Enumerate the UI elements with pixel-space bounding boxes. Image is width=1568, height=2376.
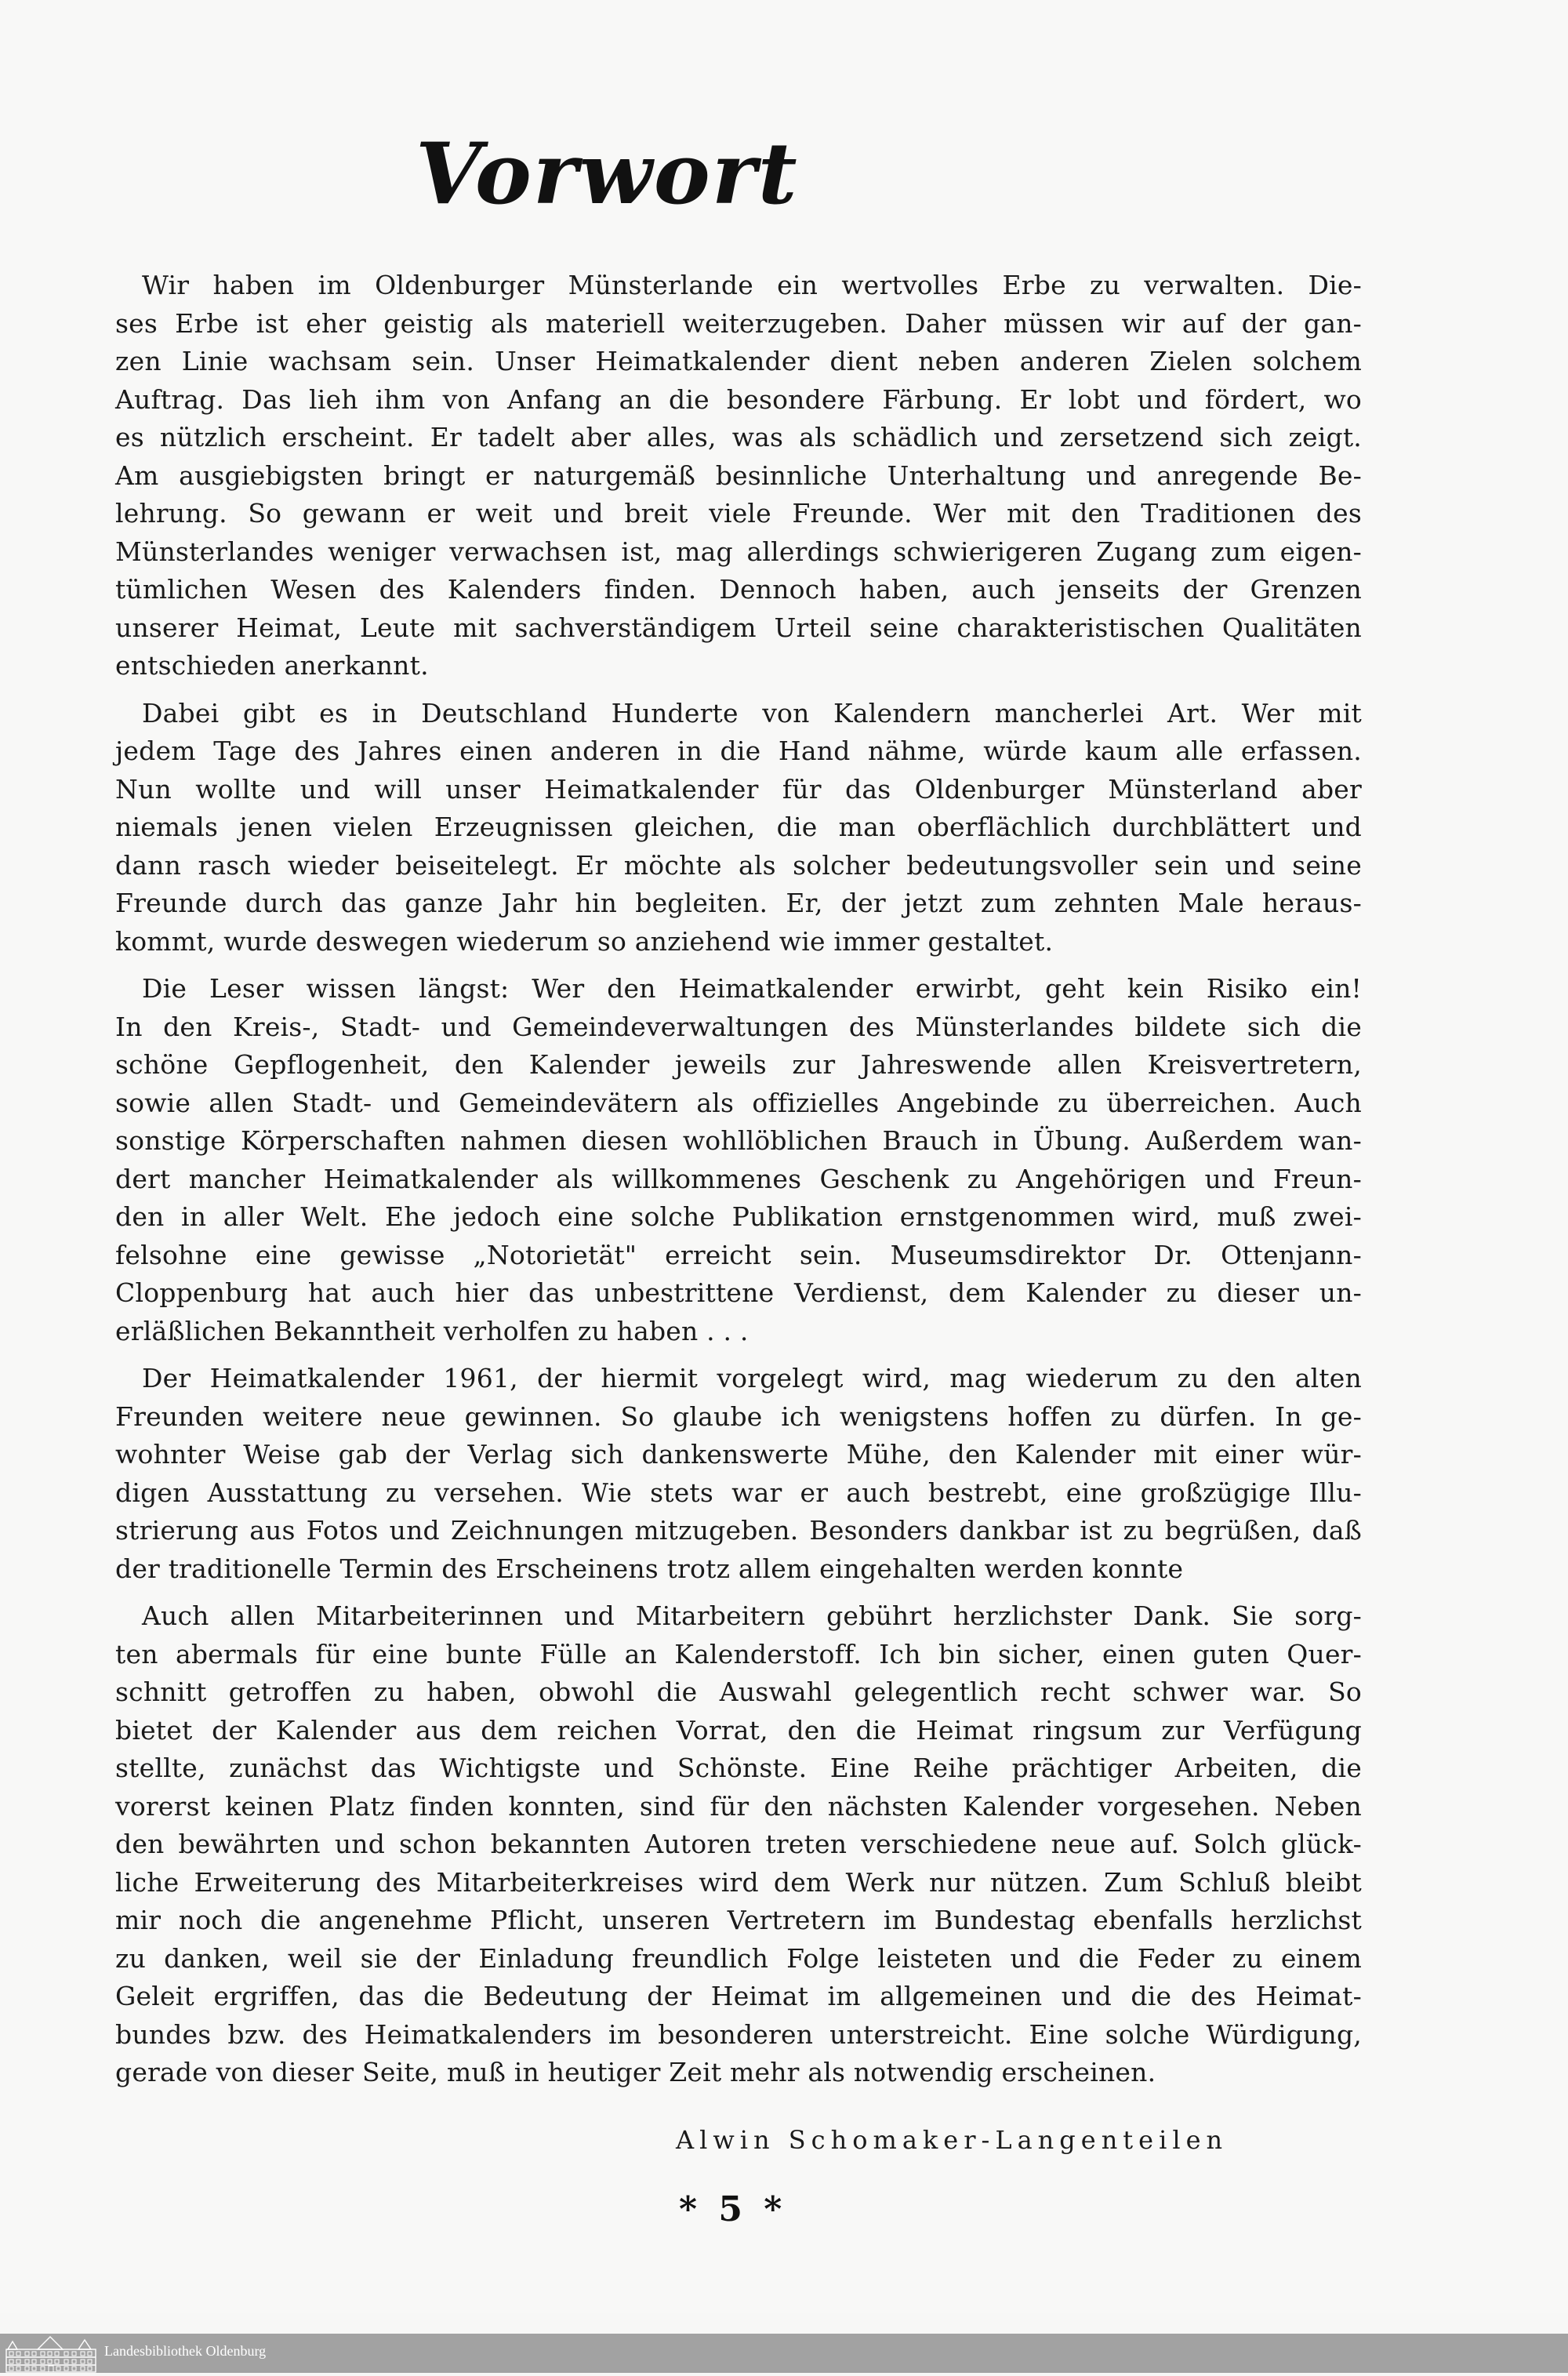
text-line: sonstige Körperschaften nahmen diesen wohllöblichen Brauch in Übung. Außerdem wan- bbox=[115, 1125, 1362, 1156]
text-line: bietet der Kalender aus dem reichen Vorrat, den die Heimat ringsum zur Verfügung bbox=[115, 1714, 1362, 1746]
page-number: * 5 * bbox=[679, 2189, 787, 2229]
text-line: kommt, wurde deswegen wiederum so anziehend wie immer gestaltet. bbox=[115, 925, 1054, 957]
text-line: Der Heimatkalender 1961, der hiermit vorgelegt wird, mag wiederum zu den alten bbox=[142, 1363, 1362, 1393]
text-line: gerade von dieser Seite, muß in heutiger Zeit mehr als notwendig erscheinen. bbox=[115, 2057, 1156, 2087]
page-title: Vorwort bbox=[416, 125, 799, 223]
text-line: liche Erweiterung des Mitarbeiterkreises wird dem Werk nur nützen. Zum Schluß bleibt bbox=[115, 1866, 1362, 1898]
text-line: In den Kreis-, Stadt- und Gemeindeverwaltungen des Münsterlandes bildete sich die bbox=[115, 1011, 1362, 1042]
text-line: Dabei gibt es in Deutschland Hunderte von Kalendern mancherlei Art. Wer mit bbox=[142, 697, 1362, 728]
text-line: strierung aus Fotos und Zeichnungen mitzugeben. Besonders dankbar ist zu begrüßen, daß bbox=[115, 1515, 1362, 1546]
text-line: Am ausgiebigsten bringt er naturgemäß besinnliche Unterhaltung und anregende Be- bbox=[115, 460, 1362, 491]
text-line: Die Leser wissen längst: Wer den Heimatkalender erwirbt, geht kein Risiko ein! bbox=[142, 973, 1362, 1004]
text-line: es nützlich erscheint. Er tadelt aber alles, was als schädlich und zersetzend sich zeigt. bbox=[115, 422, 1362, 452]
text-line: felsohne eine gewisse „Notorietät" erreicht sein. Museumsdirektor Dr. Ottenjann- bbox=[115, 1239, 1362, 1270]
paragraph-2 bbox=[115, 695, 1362, 961]
text-line: digen Ausstattung zu versehen. Wie stets war er auch bestrebt, eine großzügige Illu- bbox=[115, 1477, 1362, 1508]
text-line: Freunde durch das ganze Jahr hin begleiten. Er, der jetzt zum zehnten Male heraus- bbox=[115, 888, 1362, 918]
text-line: erläßlichen Bekanntheit verholfen zu haben . . . bbox=[115, 1315, 749, 1346]
paragraph-4 bbox=[115, 1360, 1362, 1588]
paragraph-5 bbox=[115, 1597, 1362, 2092]
text-line: wohnter Weise gab der Verlag sich dankenswerte Mühe, den Kalender mit einer wür- bbox=[115, 1439, 1362, 1470]
paragraph-1 bbox=[115, 267, 1362, 685]
text-line: entschieden anerkannt. bbox=[115, 650, 429, 681]
text-line: dann rasch wieder beiseitelegt. Er möchte als solcher bedeutungsvoller sein und seine bbox=[115, 849, 1362, 881]
text-line: der traditionelle Termin des Erscheinens trotz allem eingehalten werden konnte bbox=[115, 1553, 1184, 1584]
text-line: jedem Tage des Jahres einen anderen in die Hand nähme, würde kaum alle erfassen. bbox=[115, 736, 1362, 766]
library-building-icon bbox=[5, 2335, 97, 2373]
text-line: Wir haben im Oldenburger Münsterlande ein wertvolles Erbe zu verwalten. Die- bbox=[142, 270, 1362, 300]
text-line: niemals jenen vielen Erzeugnissen gleichen, die man oberflächlich durchblättert und bbox=[115, 812, 1362, 842]
text-line: sowie allen Stadt- und Gemeindevätern als offizielles Angebinde zu überreichen. Auch bbox=[115, 1087, 1362, 1118]
library-name: Landesbibliothek Oldenburg bbox=[104, 2343, 267, 2359]
text-line: mir noch die angenehme Pflicht, unseren Vertretern im Bundestag ebenfalls herzlichst bbox=[115, 1905, 1362, 1935]
text-line: schöne Gepflogenheit, den Kalender jeweils zur Jahreswende allen Kreisvertretern, bbox=[115, 1049, 1362, 1080]
text-line: zu danken, weil sie der Einladung freundlich Folge leisteten und die Feder zu einem bbox=[115, 1942, 1362, 1974]
text-line: unserer Heimat, Leute mit sachverständigem Urteil seine charakteristischen Qualitäten bbox=[115, 612, 1362, 643]
text-line: dert mancher Heimatkalender als willkommenes Geschenk zu Angehörigen und Freun- bbox=[115, 1163, 1362, 1194]
text-line: den bewährten und schon bekannten Autoren treten verschiedene neue auf. Solch glück- bbox=[115, 1829, 1362, 1859]
text-line: Nun wollte und will unser Heimatkalender für das Oldenburger Münsterland aber bbox=[115, 773, 1362, 805]
text-line: tümlichen Wesen des Kalenders finden. Dennoch haben, auch jenseits der Grenzen bbox=[115, 574, 1362, 605]
text-line: vorerst keinen Platz finden konnten, sind für den nächsten Kalender vorgesehen. Neben bbox=[115, 1790, 1362, 1822]
text-line: Cloppenburg hat auch hier das unbestrittene Verdienst, dem Kalender zu dieser un- bbox=[115, 1277, 1362, 1308]
text-line: bundes bzw. des Heimatkalenders im besonderen unterstreicht. Eine solche Würdigung, bbox=[115, 2018, 1362, 2050]
text-line: ten abermals für eine bunte Fülle an Kalenderstoff. Ich bin sicher, einen guten Quer- bbox=[115, 1638, 1362, 1669]
author-signature: Alwin Schomaker-Langenteilen bbox=[676, 2125, 1229, 2155]
text-line: Auftrag. Das lieh ihm von Anfang an die besondere Färbung. Er lobt und fördert, wo bbox=[115, 383, 1362, 415]
text-line: lehrung. So gewann er weit und breit viele Freunde. Wer mit den Traditionen des bbox=[115, 498, 1362, 529]
text-line: schnitt getroffen zu haben, obwohl die Auswahl gelegentlich recht schwer war. So bbox=[115, 1677, 1362, 1707]
text-line: ses Erbe ist eher geistig als materiell weiterzugeben. Daher müssen wir auf der gan- bbox=[115, 307, 1362, 339]
text-line: zen Linie wachsam sein. Unser Heimatkalender dient neben anderen Zielen solchem bbox=[115, 346, 1362, 376]
text-line: Freunden weitere neue gewinnen. So glaube ich wenigstens hoffen zu dürfen. In ge- bbox=[115, 1401, 1362, 1432]
text-line: Münsterlandes weniger verwachsen ist, mag allerdings schwierigeren Zugang zum eigen- bbox=[115, 536, 1362, 567]
body-text bbox=[115, 267, 1362, 2102]
text-line: den in aller Welt. Ehe jedoch eine solche Publikation ernstgenommen wird, muß zwei- bbox=[115, 1201, 1362, 1232]
footer-bar bbox=[0, 2334, 1568, 2373]
text-line: Auch allen Mitarbeiterinnen und Mitarbeitern gebührt herzlichster Dank. Sie sorg- bbox=[142, 1600, 1362, 1631]
text-line: stellte, zunächst das Wichtigste und Schönste. Eine Reihe prächtiger Arbeiten, die bbox=[115, 1753, 1362, 1783]
paragraph-3 bbox=[115, 970, 1362, 1350]
text-line: Geleit ergriffen, das die Bedeutung der Heimat im allgemeinen und die des Heimat- bbox=[115, 1981, 1362, 2011]
